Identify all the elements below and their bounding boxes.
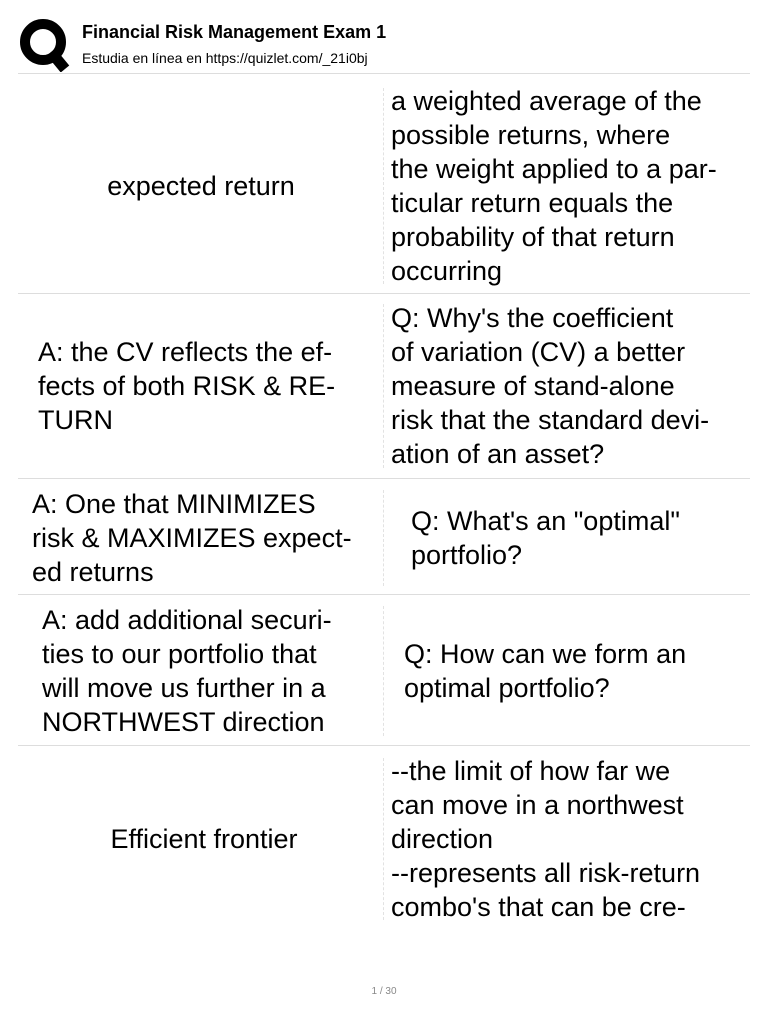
document-subtitle: Estudia en línea en https://quizlet.com/_21i0bj — [82, 50, 368, 66]
divider-line — [18, 745, 750, 746]
flashcard-term — [42, 598, 384, 744]
flashcard-definition — [391, 750, 750, 928]
card-divider — [383, 490, 384, 586]
flashcard-term-text: expected return — [107, 171, 295, 201]
flashcard-term — [18, 750, 390, 928]
flashcard-term — [18, 80, 384, 292]
flashcard-1 — [18, 80, 750, 292]
flashcard-term-text: A: One that MINIMIZES risk & MAXIMIZES expect- ed returns — [32, 489, 352, 587]
document-header — [18, 14, 750, 74]
flashcard-5 — [18, 750, 750, 928]
page-number: 1 / 30 — [371, 986, 397, 997]
divider-line — [18, 73, 750, 74]
flashcard-definition-text: a weighted average of the possible returns, where the weight applied to a par- ticular return equals the probability of that return occurring — [391, 86, 717, 286]
card-divider — [383, 304, 384, 468]
flashcard-term-text: A: add additional securi- ties to our portfolio that will move us further in a NORTHWEST direction — [42, 605, 332, 737]
flashcard-term-text: Efficient frontier — [110, 824, 298, 854]
flashcard-definition — [391, 296, 750, 476]
card-divider — [383, 88, 384, 284]
divider-line — [18, 478, 750, 479]
flashcard-definition-text: --the limit of how far we can move in a northwest direction --represents all risk-return combo's that can be cre- — [391, 756, 701, 922]
flashcard-definition-text: Q: How can we form an optimal portfolio? — [404, 639, 687, 703]
card-divider — [383, 606, 384, 736]
flashcard-definition-text: Q: Why's the coefficient of variation (CV) a better measure of stand-alone risk that the standard devi- ation of an asset? — [391, 303, 710, 469]
divider-line — [18, 594, 750, 595]
flashcard-definition-text: Q: What's an "optimal" portfolio? — [411, 506, 680, 570]
flashcard-term-text: A: the CV reflects the ef- fects of both RISK & RE- TURN — [38, 337, 336, 435]
flashcard-definition — [411, 482, 750, 594]
flashcard-term — [32, 482, 384, 594]
flashcard-3 — [18, 482, 750, 594]
flashcard-2 — [18, 296, 750, 476]
flashcard-term — [38, 296, 378, 476]
document-title: Financial Risk Management Exam 1 — [82, 22, 387, 42]
flashcard-definition — [391, 80, 750, 292]
card-divider — [383, 758, 384, 920]
flashcard-4 — [18, 598, 750, 744]
flashcard-definition — [404, 598, 750, 744]
divider-line — [18, 293, 750, 294]
quizlet-logo-icon — [18, 16, 70, 72]
